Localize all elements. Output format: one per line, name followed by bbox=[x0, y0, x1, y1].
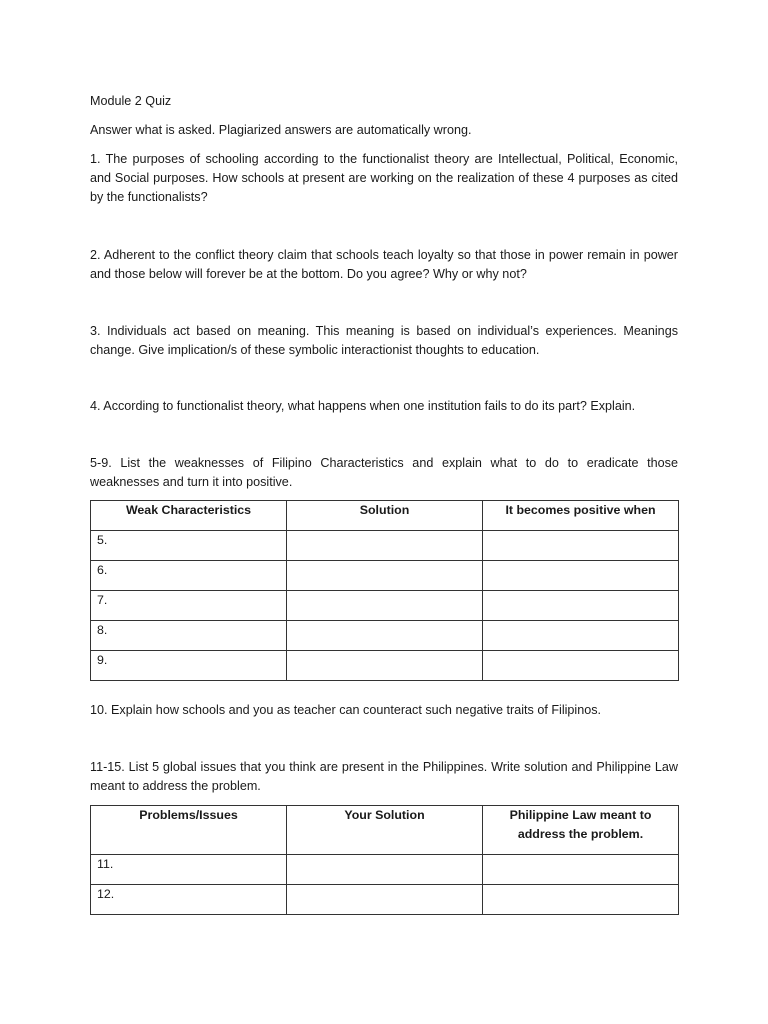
column-header-solution: Solution bbox=[287, 501, 483, 531]
law-cell[interactable] bbox=[483, 855, 679, 885]
row-number-cell[interactable]: 6. bbox=[91, 561, 287, 591]
question-11-15: 11-15. List 5 global issues that you think are present in the Philippines. Write solution and Philippine Law meant to address the problem. bbox=[90, 760, 678, 793]
table-row bbox=[91, 885, 679, 915]
column-header-your-solution: Your Solution bbox=[287, 806, 483, 855]
quiz-title: Module 2 Quiz bbox=[90, 94, 172, 108]
question-2: 2. Adherent to the conflict theory claim that schools teach loyalty so that those in power remain in power and those below will forever be at the bottom. Do you agree? Why or why not? bbox=[90, 248, 678, 281]
positive-when-cell[interactable] bbox=[483, 621, 679, 651]
column-header-problems-issues: Problems/Issues bbox=[91, 806, 287, 855]
question-1: 1. The purposes of schooling according to the functionalist theory are Intellectual, Political, Economic, and Social purposes. How schools at present are working on the realization of these 4 purposes as cited by the functionalists? bbox=[90, 152, 678, 204]
question-3: 3. Individuals act based on meaning. This meaning is based on individual’s experiences. Meanings change. Give implication/s of these symbolic interactionist thoughts to education. bbox=[90, 324, 678, 357]
weak-characteristics-table bbox=[90, 500, 679, 681]
solution-cell[interactable] bbox=[287, 885, 483, 915]
solution-cell[interactable] bbox=[287, 591, 483, 621]
row-number-cell[interactable]: 12. bbox=[91, 885, 287, 915]
row-number-cell[interactable]: 8. bbox=[91, 621, 287, 651]
column-header-weak-characteristics: Weak Characteristics bbox=[91, 501, 287, 531]
global-issues-table bbox=[90, 805, 679, 915]
table-row bbox=[91, 561, 679, 591]
table-row bbox=[91, 531, 679, 561]
table-row bbox=[91, 855, 679, 885]
table-header-row bbox=[91, 501, 679, 531]
positive-when-cell[interactable] bbox=[483, 561, 679, 591]
column-header-positive-when: It becomes positive when bbox=[483, 501, 679, 531]
question-5-9: 5-9. List the weaknesses of Filipino Characteristics and explain what to do to eradicate those weaknesses and turn it into positive. bbox=[90, 456, 678, 489]
table-header-row bbox=[91, 806, 679, 855]
positive-when-cell[interactable] bbox=[483, 591, 679, 621]
row-number-cell[interactable]: 7. bbox=[91, 591, 287, 621]
question-4: 4. According to functionalist theory, what happens when one institution fails to do its part? Explain. bbox=[90, 399, 636, 413]
quiz-document bbox=[90, 92, 678, 915]
solution-cell[interactable] bbox=[287, 531, 483, 561]
solution-cell[interactable] bbox=[287, 855, 483, 885]
row-number-cell[interactable]: 9. bbox=[91, 651, 287, 681]
row-number-cell[interactable]: 11. bbox=[91, 855, 287, 885]
table-row bbox=[91, 591, 679, 621]
question-10: 10. Explain how schools and you as teacher can counteract such negative traits of Filipinos. bbox=[90, 703, 602, 717]
solution-cell[interactable] bbox=[287, 651, 483, 681]
positive-when-cell[interactable] bbox=[483, 531, 679, 561]
table-row bbox=[91, 651, 679, 681]
table-row bbox=[91, 621, 679, 651]
positive-when-cell[interactable] bbox=[483, 651, 679, 681]
row-number-cell[interactable]: 5. bbox=[91, 531, 287, 561]
solution-cell[interactable] bbox=[287, 621, 483, 651]
quiz-instructions: Answer what is asked. Plagiarized answers are automatically wrong. bbox=[90, 123, 472, 137]
solution-cell[interactable] bbox=[287, 561, 483, 591]
law-cell[interactable] bbox=[483, 885, 679, 915]
column-header-philippine-law: Philippine Law meant to address the problem. bbox=[483, 806, 679, 855]
